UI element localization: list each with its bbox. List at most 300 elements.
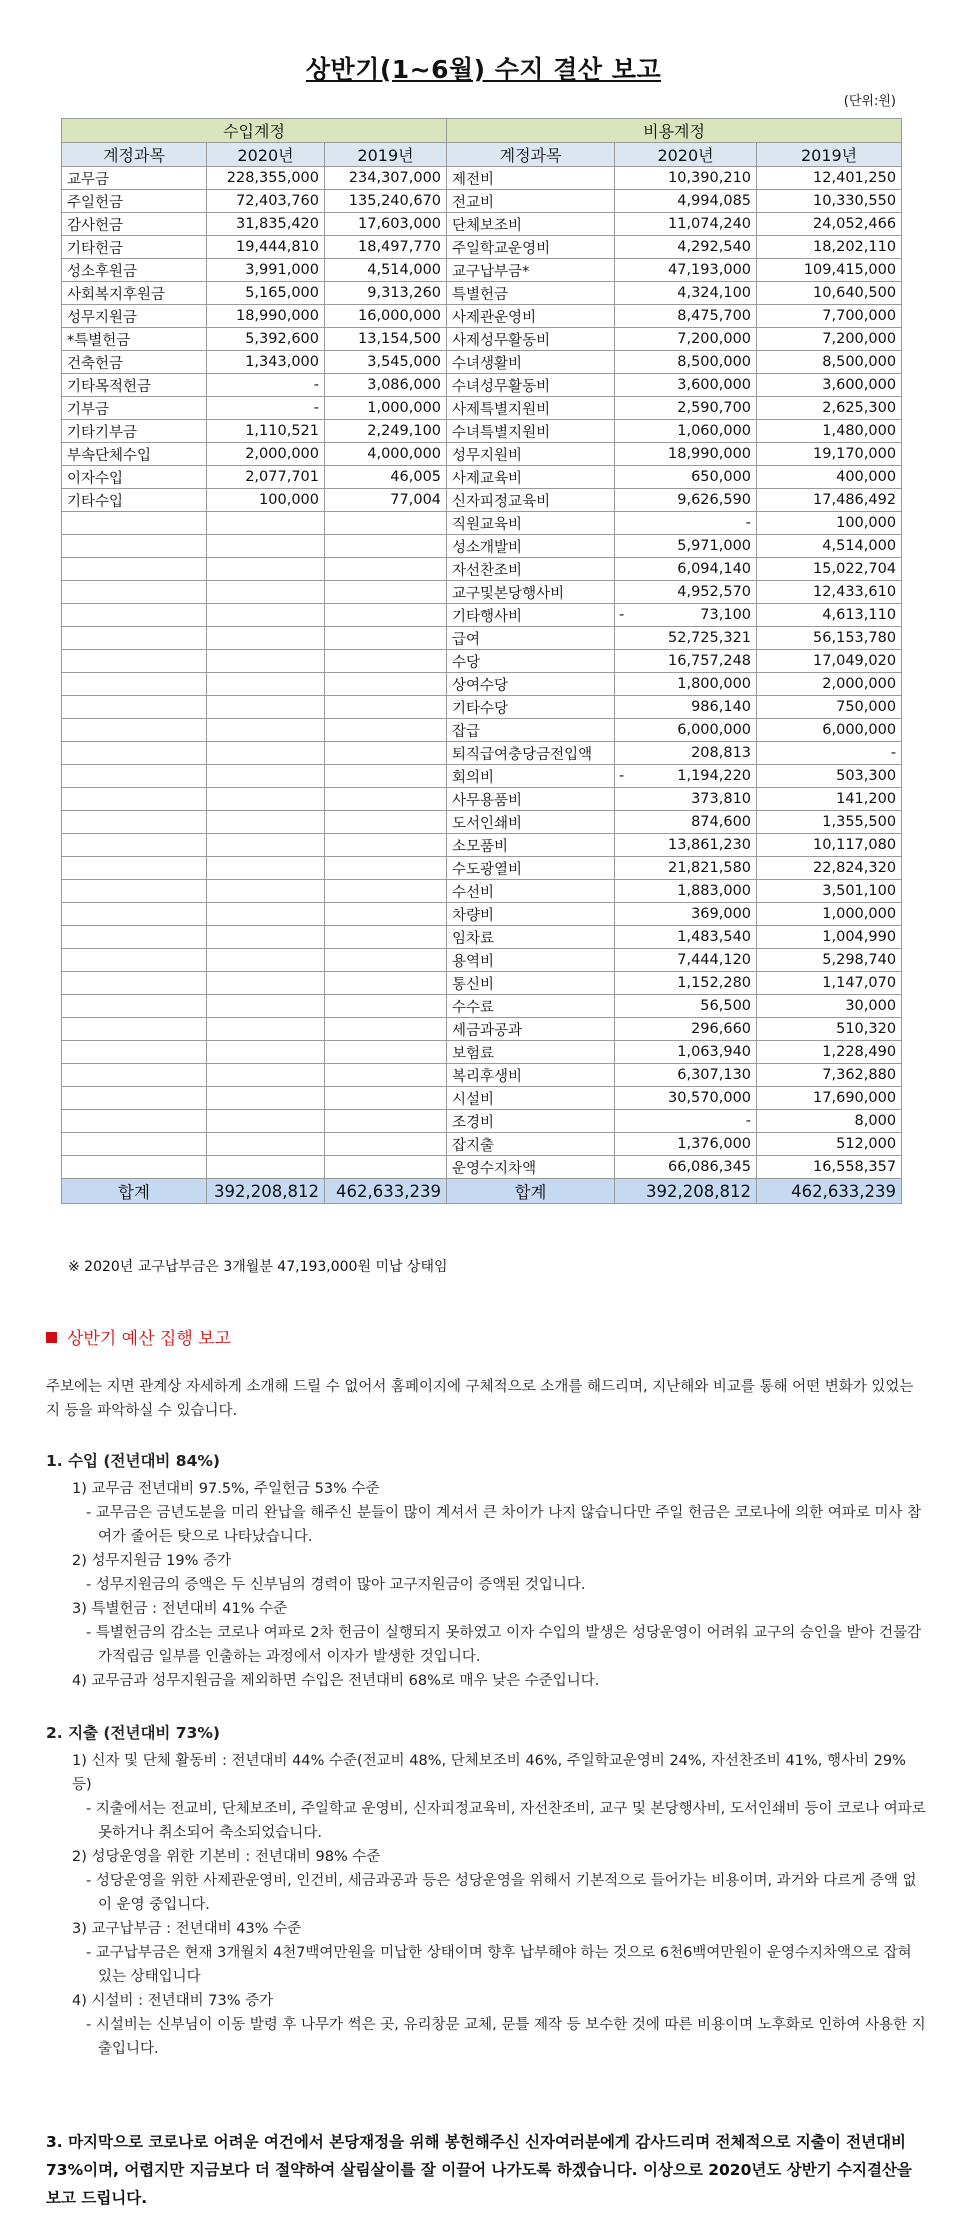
expense-2020-cell: 208,813 <box>615 742 757 765</box>
expense-2019-cell: 17,690,000 <box>757 1087 902 1110</box>
income-2020-cell <box>207 765 325 788</box>
table-row <box>62 627 902 650</box>
income-col-2019: 2019년 <box>325 143 447 167</box>
expense-2020-cell: 1,152,280 <box>615 972 757 995</box>
table-row <box>62 696 902 719</box>
expense-account-cell: 성무지원비 <box>447 443 615 466</box>
income-item-4: 4) 교무금과 성무지원금을 제외하면 수입은 전년대비 68%로 매우 낮은 수준입니다. <box>72 1673 600 1689</box>
income-2019-cell <box>325 903 447 926</box>
income-2020-cell <box>207 811 325 834</box>
expense-2019-cell: 3,600,000 <box>757 374 902 397</box>
income-2019-cell <box>325 857 447 880</box>
income-2020-cell <box>207 742 325 765</box>
table-row <box>62 788 902 811</box>
table-row <box>62 857 902 880</box>
expense-account-cell: 잡급 <box>447 719 615 742</box>
expense-account-cell: 상여수당 <box>447 673 615 696</box>
expense-account-cell: 수녀성무활동비 <box>447 374 615 397</box>
expense-account-cell: 보험료 <box>447 1041 615 1064</box>
report-heading-text: 상반기 예산 집행 보고 <box>67 1329 232 1349</box>
report-heading <box>46 1324 231 1349</box>
income-2020-cell <box>207 1018 325 1041</box>
income-account-cell <box>62 949 207 972</box>
income-2020-cell: 3,991,000 <box>207 259 325 282</box>
income-2020-cell <box>207 581 325 604</box>
expense-2020-cell: 296,660 <box>615 1018 757 1041</box>
income-account-cell <box>62 1087 207 1110</box>
expense-account-cell: 세금과공과 <box>447 1018 615 1041</box>
income-2019-cell <box>325 627 447 650</box>
income-account-cell: 이자수입 <box>62 466 207 489</box>
income-2020-cell <box>207 558 325 581</box>
total-expense-2019: 462,633,239 <box>757 1179 902 1204</box>
expense-2019-cell: 10,117,080 <box>757 834 902 857</box>
table-row <box>62 351 902 374</box>
income-account-cell <box>62 903 207 926</box>
expense-2019-cell: 6,000,000 <box>757 719 902 742</box>
table-row <box>62 443 902 466</box>
expense-item-2-detail: - 성당운영을 위한 사제관운영비, 인건비, 세금과공과 등은 성당운영을 위해서 기본적으로 들어가는 비용이며, 과거와 다르게 증액 없이 운영 중입니다. <box>86 1873 917 1913</box>
income-2020-cell <box>207 903 325 926</box>
expense-2019-cell: 15,022,704 <box>757 558 902 581</box>
table-row <box>62 995 902 1018</box>
income-account-cell: 사회복지후원금 <box>62 282 207 305</box>
income-account-cell: 기타기부금 <box>62 420 207 443</box>
expense-2019-cell: 141,200 <box>757 788 902 811</box>
income-col-account: 계정과목 <box>62 143 207 167</box>
income-2019-cell: 3,086,000 <box>325 374 447 397</box>
income-2020-cell <box>207 995 325 1018</box>
expense-2020-cell: 1,060,000 <box>615 420 757 443</box>
income-2019-cell <box>325 512 447 535</box>
income-2019-cell <box>325 742 447 765</box>
income-2019-cell <box>325 788 447 811</box>
table-row <box>62 673 902 696</box>
expense-2020-cell: 30,570,000 <box>615 1087 757 1110</box>
table-row <box>62 1018 902 1041</box>
table-row <box>62 834 902 857</box>
income-account-cell <box>62 972 207 995</box>
income-2020-cell: 19,444,810 <box>207 236 325 259</box>
table-row <box>62 765 902 788</box>
table-row <box>62 558 902 581</box>
expense-2019-cell: 3,501,100 <box>757 880 902 903</box>
expense-2020-cell: 52,725,321 <box>615 627 757 650</box>
expense-2019-cell: 56,153,780 <box>757 627 902 650</box>
expense-2020-cell: - <box>615 512 757 535</box>
income-item-3: 3) 특별헌금 : 전년대비 41% 수준 <box>72 1601 288 1617</box>
income-2020-cell <box>207 535 325 558</box>
expense-2020-cell: 650,000 <box>615 466 757 489</box>
income-2020-cell: - <box>207 397 325 420</box>
income-2019-cell <box>325 1064 447 1087</box>
income-item-2-detail: - 성무지원금의 증액은 두 신부님의 경력이 많아 교구지원금이 증액된 것입니다. <box>86 1577 586 1593</box>
expense-2019-cell: 24,052,466 <box>757 213 902 236</box>
expense-2020-cell: 4,324,100 <box>615 282 757 305</box>
income-account-cell: 기타헌금 <box>62 236 207 259</box>
expense-2020-cell: 1,883,000 <box>615 880 757 903</box>
income-2020-cell <box>207 926 325 949</box>
income-account-cell <box>62 673 207 696</box>
income-2019-cell <box>325 1041 447 1064</box>
expense-2020-cell: 4,292,540 <box>615 236 757 259</box>
expense-account-cell: 수녀특별지원비 <box>447 420 615 443</box>
expense-2020-cell: 6,094,140 <box>615 558 757 581</box>
income-2020-cell <box>207 1041 325 1064</box>
income-2020-cell: 1,110,521 <box>207 420 325 443</box>
income-2019-cell <box>325 604 447 627</box>
table-row <box>62 1133 902 1156</box>
expense-2020-cell: 5,971,000 <box>615 535 757 558</box>
expense-item-3-detail: - 교구납부금은 현재 3개월치 4천7백여만원을 미납한 상태이며 향후 납부해야 하는 것으로 6천6백여만원이 운영수지차액으로 잡혀 있는 상태입니다 <box>86 1945 912 1985</box>
total-expense-2020: 392,208,812 <box>615 1179 757 1204</box>
expense-2020-cell: 373,810 <box>615 788 757 811</box>
expense-2019-cell: 400,000 <box>757 466 902 489</box>
income-2020-cell <box>207 673 325 696</box>
expense-2019-cell: 18,202,110 <box>757 236 902 259</box>
income-2019-cell: 13,154,500 <box>325 328 447 351</box>
income-account-cell <box>62 1064 207 1087</box>
income-account-cell: 건축헌금 <box>62 351 207 374</box>
expense-account-cell: 도서인쇄비 <box>447 811 615 834</box>
expense-2019-cell: 512,000 <box>757 1133 902 1156</box>
income-2020-cell <box>207 719 325 742</box>
income-2019-cell <box>325 926 447 949</box>
income-2019-cell: 3,545,000 <box>325 351 447 374</box>
income-account-cell <box>62 627 207 650</box>
expense-2019-cell: 12,401,250 <box>757 167 902 190</box>
expense-2019-cell: 8,500,000 <box>757 351 902 374</box>
expense-2019-cell: 7,200,000 <box>757 328 902 351</box>
income-account-cell <box>62 558 207 581</box>
expense-2019-cell: 8,000 <box>757 1110 902 1133</box>
table-row <box>62 420 902 443</box>
table-row <box>62 1156 902 1179</box>
unpaid-note: ※ 2020년 교구납부금은 3개월분 47,193,000원 미납 상태임 <box>68 1259 448 1275</box>
expense-2020-cell: 7,200,000 <box>615 328 757 351</box>
expense-2020-cell: 66,086,345 <box>615 1156 757 1179</box>
section-income-title: 1. 수입 (전년대비 84%) <box>46 1452 220 1470</box>
income-2019-cell: 4,514,000 <box>325 259 447 282</box>
expense-2020-cell: 1,063,940 <box>615 1041 757 1064</box>
expense-2020-cell: 8,500,000 <box>615 351 757 374</box>
expense-2019-cell: 510,320 <box>757 1018 902 1041</box>
unit-label: (단위:원) <box>843 94 896 109</box>
section-expense-title: 2. 지출 (전년대비 73%) <box>46 1724 220 1742</box>
table-row <box>62 213 902 236</box>
income-account-cell: 부속단체수입 <box>62 443 207 466</box>
income-account-cell <box>62 604 207 627</box>
expense-2020-cell: 13,861,230 <box>615 834 757 857</box>
total-label-expense: 합계 <box>447 1179 615 1204</box>
income-2019-cell <box>325 765 447 788</box>
expense-account-cell: 단체보조비 <box>447 213 615 236</box>
expense-2020-cell: 6,307,130 <box>615 1064 757 1087</box>
expense-account-cell: 잡지출 <box>447 1133 615 1156</box>
income-account-cell: 성무지원금 <box>62 305 207 328</box>
expense-2019-cell: 109,415,000 <box>757 259 902 282</box>
expense-2020-cell: - 73,100 <box>615 604 757 627</box>
expense-2020-cell: 369,000 <box>615 903 757 926</box>
total-income-2020: 392,208,812 <box>207 1179 325 1204</box>
income-account-cell: 성소후원금 <box>62 259 207 282</box>
expense-account-cell: 기타수당 <box>447 696 615 719</box>
income-account-cell <box>62 857 207 880</box>
table-row <box>62 190 902 213</box>
ledger-body <box>62 167 902 1179</box>
income-account-cell <box>62 1110 207 1133</box>
expense-2019-cell: 5,298,740 <box>757 949 902 972</box>
income-2019-cell <box>325 696 447 719</box>
table-row <box>62 811 902 834</box>
income-2020-cell <box>207 949 325 972</box>
income-account-cell <box>62 1018 207 1041</box>
expense-2020-cell: 6,000,000 <box>615 719 757 742</box>
expense-2019-cell: 12,433,610 <box>757 581 902 604</box>
income-2019-cell <box>325 673 447 696</box>
total-income-2019: 462,633,239 <box>325 1179 447 1204</box>
expense-item-1: 1) 신자 및 단체 활동비 : 전년대비 44% 수준(전교비 48%, 단체보조비 46%, 주일학교운영비 24%, 자선찬조비 41%, 행사비 29% 등) <box>72 1753 906 1793</box>
expense-2020-cell: 47,193,000 <box>615 259 757 282</box>
table-row <box>62 1087 902 1110</box>
income-2019-cell <box>325 558 447 581</box>
expense-item-4: 4) 시설비 : 전년대비 73% 증가 <box>72 1993 274 2009</box>
expense-2020-cell: 2,590,700 <box>615 397 757 420</box>
report-body <box>46 1375 926 2061</box>
expense-account-cell: 성소개발비 <box>447 535 615 558</box>
expense-2020-cell: 11,074,240 <box>615 213 757 236</box>
expense-col-account: 계정과목 <box>447 143 615 167</box>
expense-account-cell: 사무용품비 <box>447 788 615 811</box>
expense-col-2019: 2019년 <box>757 143 902 167</box>
income-2020-cell <box>207 627 325 650</box>
income-account-cell <box>62 811 207 834</box>
table-row <box>62 305 902 328</box>
expense-account-cell: 신자피정교육비 <box>447 489 615 512</box>
table-row <box>62 972 902 995</box>
expense-item-2: 2) 성당운영을 위한 기본비 : 전년대비 98% 수준 <box>72 1849 381 1865</box>
income-2019-cell: 135,240,670 <box>325 190 447 213</box>
income-2020-cell <box>207 650 325 673</box>
table-row <box>62 167 902 190</box>
closing-paragraph: 3. 마지막으로 코로나로 어려운 여건에서 본당재정을 위해 봉헌해주신 신자여러분에게 감사드리며 전체적으로 지출이 전년대비 73%이며, 어렵지만 지금보다 더 절약하여 살림살이를 잘 이끌어 나가도록 하겠습니다. 이상으로 2020년도 상반기 수지결산을 보고 드립니다. <box>46 2133 912 2207</box>
table-row <box>62 719 902 742</box>
income-item-2: 2) 성무지원금 19% 증가 <box>72 1553 231 1569</box>
income-2019-cell <box>325 650 447 673</box>
expense-2020-cell: 1,483,540 <box>615 926 757 949</box>
expense-2020-cell: 8,475,700 <box>615 305 757 328</box>
income-account-cell <box>62 926 207 949</box>
expense-2020-cell: 986,140 <box>615 696 757 719</box>
expense-item-4-detail: - 시설비는 신부님이 이동 발령 후 나무가 썩은 곳, 유리창문 교체, 문틀 제작 등 보수한 것에 따른 비용이며 노후화로 인하여 사용한 지출입니다. <box>86 2017 926 2057</box>
expense-2019-cell: 4,514,000 <box>757 535 902 558</box>
income-2020-cell <box>207 696 325 719</box>
income-2020-cell: 2,077,701 <box>207 466 325 489</box>
income-2020-cell: 100,000 <box>207 489 325 512</box>
expense-2020-cell: 16,757,248 <box>615 650 757 673</box>
expense-col-2020: 2020년 <box>615 143 757 167</box>
expense-2020-cell: 10,390,210 <box>615 167 757 190</box>
table-row <box>62 581 902 604</box>
expense-2019-cell: 10,330,550 <box>757 190 902 213</box>
income-2019-cell: 4,000,000 <box>325 443 447 466</box>
income-2019-cell <box>325 1018 447 1041</box>
expense-account-cell: 차량비 <box>447 903 615 926</box>
income-2020-cell <box>207 788 325 811</box>
table-row <box>62 512 902 535</box>
income-2020-cell <box>207 834 325 857</box>
income-2020-cell <box>207 1087 325 1110</box>
expense-item-1-detail: - 지출에서는 전교비, 단체보조비, 주일학교 운영비, 신자피정교육비, 자선찬조비, 교구 및 본당행사비, 도서인쇄비 등이 코로나 여파로 못하거나 취소되어 축소되었습니다. <box>86 1801 926 1841</box>
expense-2019-cell: 17,049,020 <box>757 650 902 673</box>
expense-item-3: 3) 교구납부금 : 전년대비 43% 수준 <box>72 1921 302 1937</box>
expense-account-cell: 직원교육비 <box>447 512 615 535</box>
table-row <box>62 604 902 627</box>
expense-account-cell: 퇴직급여충당금전입액 <box>447 742 615 765</box>
income-item-3-detail: - 특별헌금의 감소는 코로나 여파로 2차 헌금이 실행되지 못하였고 이자 수입의 발생은 성당운영이 어려워 교구의 승인을 받아 건물감가적립금 일부를 인출하는 과정에서 이자가 발생한 것입니다. <box>86 1625 922 1665</box>
expense-account-cell: 운영수지차액 <box>447 1156 615 1179</box>
expense-account-cell: 사제특별지원비 <box>447 397 615 420</box>
expense-2019-cell: 7,362,880 <box>757 1064 902 1087</box>
table-row <box>62 880 902 903</box>
expense-account-cell: 시설비 <box>447 1087 615 1110</box>
income-header: 수입계정 <box>62 119 447 143</box>
income-2020-cell <box>207 1133 325 1156</box>
income-2020-cell: - <box>207 374 325 397</box>
expense-2019-cell: 10,640,500 <box>757 282 902 305</box>
income-item-1: 1) 교무금 전년대비 97.5%, 주일헌금 53% 수준 <box>72 1481 380 1497</box>
income-account-cell <box>62 788 207 811</box>
income-2020-cell: 2,000,000 <box>207 443 325 466</box>
income-2020-cell: 1,343,000 <box>207 351 325 374</box>
expense-2019-cell: 30,000 <box>757 995 902 1018</box>
income-2019-cell <box>325 535 447 558</box>
expense-2019-cell: 17,486,492 <box>757 489 902 512</box>
income-account-cell: 감사헌금 <box>62 213 207 236</box>
table-row <box>62 466 902 489</box>
income-account-cell <box>62 535 207 558</box>
expense-2020-cell: 1,800,000 <box>615 673 757 696</box>
income-account-cell <box>62 995 207 1018</box>
income-account-cell <box>62 1156 207 1179</box>
expense-2020-cell: 9,626,590 <box>615 489 757 512</box>
income-2019-cell <box>325 834 447 857</box>
income-2019-cell <box>325 949 447 972</box>
income-2019-cell: 16,000,000 <box>325 305 447 328</box>
income-2020-cell: 5,165,000 <box>207 282 325 305</box>
income-2020-cell <box>207 1064 325 1087</box>
expense-account-cell: 사제성무활동비 <box>447 328 615 351</box>
expense-2020-cell: 18,990,000 <box>615 443 757 466</box>
income-2020-cell: 72,403,760 <box>207 190 325 213</box>
expense-account-cell: 회의비 <box>447 765 615 788</box>
income-2019-cell: 17,603,000 <box>325 213 447 236</box>
table-row <box>62 282 902 305</box>
income-account-cell <box>62 650 207 673</box>
income-account-cell <box>62 719 207 742</box>
table-row <box>62 742 902 765</box>
table-row <box>62 949 902 972</box>
expense-2019-cell: 7,700,000 <box>757 305 902 328</box>
expense-account-cell: 자선찬조비 <box>447 558 615 581</box>
table-row <box>62 236 902 259</box>
expense-account-cell: 특별헌금 <box>447 282 615 305</box>
red-square-icon <box>46 1332 57 1343</box>
expense-2019-cell: 19,170,000 <box>757 443 902 466</box>
income-account-cell <box>62 1133 207 1156</box>
income-2020-cell <box>207 880 325 903</box>
expense-account-cell: 전교비 <box>447 190 615 213</box>
table-row <box>62 903 902 926</box>
expense-2020-cell: 56,500 <box>615 995 757 1018</box>
income-account-cell <box>62 581 207 604</box>
expense-2019-cell: 2,000,000 <box>757 673 902 696</box>
income-2020-cell: 31,835,420 <box>207 213 325 236</box>
income-account-cell <box>62 512 207 535</box>
income-2020-cell <box>207 604 325 627</box>
income-2019-cell <box>325 972 447 995</box>
income-2019-cell <box>325 1110 447 1133</box>
expense-2019-cell: 22,824,320 <box>757 857 902 880</box>
expense-account-cell: 수녀생활비 <box>447 351 615 374</box>
expense-account-cell: 복리후생비 <box>447 1064 615 1087</box>
expense-2019-cell: 4,613,110 <box>757 604 902 627</box>
income-2019-cell <box>325 995 447 1018</box>
expense-account-cell: 용역비 <box>447 949 615 972</box>
income-2020-cell <box>207 1110 325 1133</box>
expense-account-cell: 수수료 <box>447 995 615 1018</box>
income-2019-cell: 1,000,000 <box>325 397 447 420</box>
income-2020-cell: 18,990,000 <box>207 305 325 328</box>
expense-account-cell: 임차료 <box>447 926 615 949</box>
expense-2020-cell: 874,600 <box>615 811 757 834</box>
income-account-cell <box>62 765 207 788</box>
expense-account-cell: 제전비 <box>447 167 615 190</box>
income-2020-cell <box>207 512 325 535</box>
expense-account-cell: 수선비 <box>447 880 615 903</box>
expense-2020-cell: - 1,194,220 <box>615 765 757 788</box>
table-row <box>62 259 902 282</box>
income-2019-cell <box>325 1156 447 1179</box>
expense-2020-cell: 21,821,580 <box>615 857 757 880</box>
table-row <box>62 489 902 512</box>
expense-2019-cell: 503,300 <box>757 765 902 788</box>
table-row <box>62 1110 902 1133</box>
expense-account-cell: 수당 <box>447 650 615 673</box>
income-2019-cell <box>325 811 447 834</box>
table-row <box>62 397 902 420</box>
income-item-1-detail: - 교무금은 금년도분을 미리 완납을 해주신 분들이 많이 계셔서 큰 차이가 나지 않습니다만 주일 헌금은 코로나에 의한 여파로 미사 참여가 줄어든 탓으로 나타났습니다. <box>86 1505 922 1545</box>
income-2019-cell <box>325 719 447 742</box>
income-2019-cell: 77,004 <box>325 489 447 512</box>
expense-2019-cell: - <box>757 742 902 765</box>
income-account-cell <box>62 1041 207 1064</box>
expense-2019-cell: 1,147,070 <box>757 972 902 995</box>
expense-2020-cell: 4,952,570 <box>615 581 757 604</box>
expense-account-cell: 사제교육비 <box>447 466 615 489</box>
total-row <box>62 1179 902 1204</box>
expense-account-cell: 조경비 <box>447 1110 615 1133</box>
income-2019-cell <box>325 880 447 903</box>
expense-2019-cell: 2,625,300 <box>757 397 902 420</box>
income-2020-cell <box>207 857 325 880</box>
income-account-cell: *특별헌금 <box>62 328 207 351</box>
expense-account-cell: 주일학교운영비 <box>447 236 615 259</box>
table-row <box>62 374 902 397</box>
expense-2019-cell: 16,558,357 <box>757 1156 902 1179</box>
income-2019-cell: 9,313,260 <box>325 282 447 305</box>
expense-2019-cell: 1,000,000 <box>757 903 902 926</box>
